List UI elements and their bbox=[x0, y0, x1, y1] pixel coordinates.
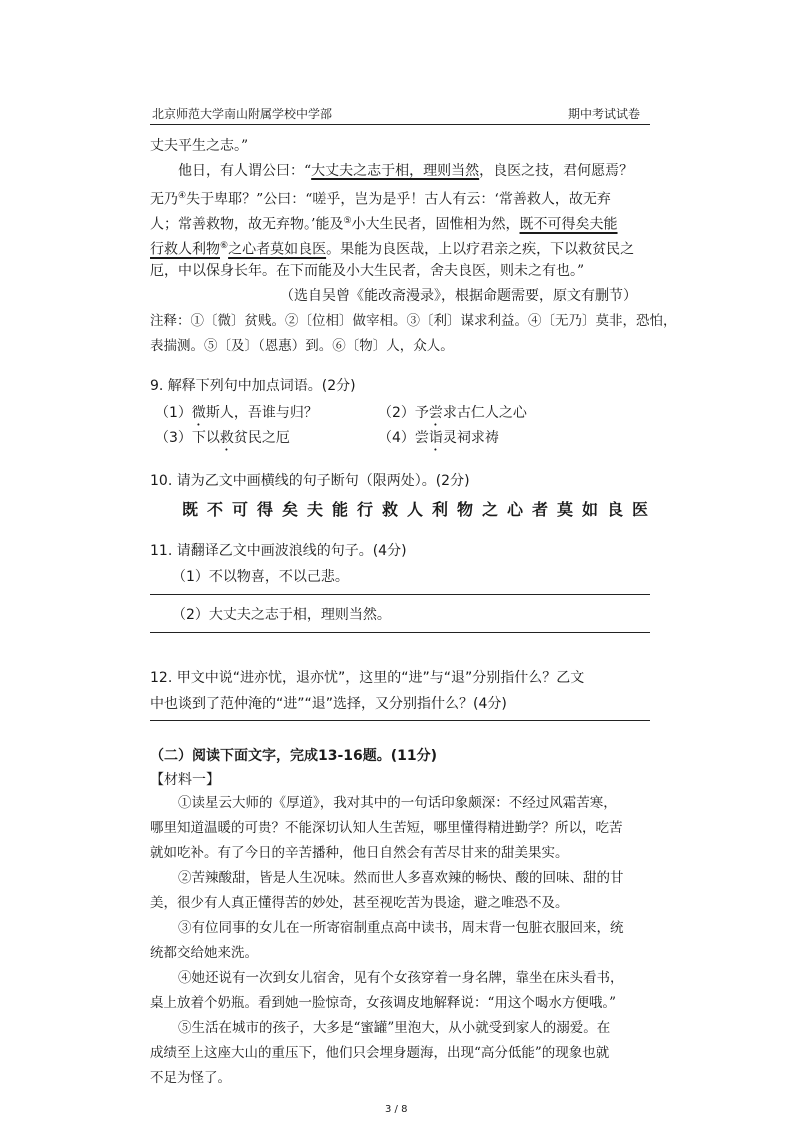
note-marker: ⑤ bbox=[343, 216, 352, 226]
q12-line-1: 12. 甲文中说“进亦忧，退亦忧”，这里的“进”与“退”分别指什么？乙文 bbox=[150, 670, 585, 686]
material-line-3: ②苦辣酸甜，皆是人生况味。然而世人多喜欢辣的畅快、酸的回味、甜的甘 bbox=[178, 870, 624, 886]
passage-text: ，良医之技，君何愿焉？ bbox=[479, 163, 634, 179]
item-number: （3）下以 bbox=[155, 430, 220, 446]
dotted-word: 救 bbox=[219, 430, 234, 446]
header-rule bbox=[150, 124, 650, 125]
section2-title: （二）阅读下面文字，完成13-16题。(11分) bbox=[150, 748, 438, 764]
item-text: 求古仁人之心 bbox=[442, 405, 527, 421]
item-number: （4）尝 bbox=[378, 430, 429, 446]
material-line-6: 统都交给她来洗。 bbox=[150, 945, 258, 961]
material-line-0: ①读星云大师的《厚道》，我对其中的一句话印象颇深：不经过风霜苦寒， bbox=[178, 795, 617, 811]
passage-text: 失于卑耶？”公曰：“嗟乎，岂为是乎！古人有云：‘常善救人，故无弃 bbox=[186, 191, 611, 208]
material-line-4: 美，很少有人真正懂得苦的妙处，甚至视吃苦为畏途，避之唯恐不及。 bbox=[150, 895, 569, 911]
passage-text: 无乃 bbox=[150, 191, 178, 208]
note-marker: ⑥ bbox=[220, 241, 229, 251]
material-line-11: 不足为怪了。 bbox=[150, 1070, 231, 1086]
underlined-sentence-part1: 既不可得矣夫能 bbox=[519, 216, 618, 233]
q11-title: 11. 请翻译乙文中画波浪线的句子。(4分) bbox=[150, 543, 407, 559]
passage-line-0: 丈夫平生之志。” bbox=[150, 138, 249, 154]
q9-item-2 bbox=[378, 402, 527, 429]
passage-text: 小大生民者，固惟相为然， bbox=[351, 216, 520, 233]
q12-line-2: 中也谈到了范仲淹的“进”“退”选择，又分别指什么？(4分) bbox=[150, 696, 507, 712]
item-text: 贫民之厄 bbox=[233, 430, 290, 446]
passage-text: 他日，有人谓公曰：“ bbox=[178, 163, 312, 179]
q9-item-1 bbox=[155, 402, 318, 429]
q9-item-4 bbox=[378, 427, 499, 454]
material-line-2: 就如吃补。有了今日的辛苦播种，他日自然会有苦尽甘来的甜美果实。 bbox=[150, 845, 569, 861]
item-text: 灵祠求祷 bbox=[442, 430, 499, 446]
q9-item-3 bbox=[155, 427, 290, 454]
material-line-5: ③有位同事的女儿在一所寄宿制重点高中读书，周末背一包脏衣服回来，统 bbox=[178, 920, 624, 936]
answer-line[interactable] bbox=[150, 594, 650, 595]
dotted-word: 尝 bbox=[428, 405, 443, 421]
answer-line[interactable] bbox=[150, 632, 650, 633]
answer-line[interactable] bbox=[150, 720, 650, 721]
page-number: 3 / 8 bbox=[385, 1104, 408, 1115]
item-number: （1） bbox=[155, 405, 192, 421]
wavy-sentence-1: 大丈夫之志于相，理则当然 bbox=[311, 163, 480, 179]
notes-line-2: 表揣测。⑤〔及〕（恩惠）到。⑥〔物〕人，众人。 bbox=[150, 338, 454, 354]
dotted-word: 微 bbox=[191, 405, 206, 421]
item-number: （2）予 bbox=[378, 405, 429, 421]
q10-sentence: 既不可得矣夫能行救人利物之心者莫如良医 bbox=[182, 500, 658, 519]
passage-text: 。果能为良医哉，上以疗君亲之疾，下以救贫民之 bbox=[326, 241, 635, 258]
material-line-1: 哪里知道温暖的可贵？不能深切认知人生苦短，哪里懂得精进勤学？所以，吃苦 bbox=[150, 820, 623, 836]
passage-text: 人；常善救物，故无弃物。’能及 bbox=[150, 216, 344, 233]
material-line-10: 成绩至上这座大山的重压下，他们只会埋身题海，出现“高分低能”的现象也就 bbox=[150, 1045, 610, 1061]
notes-line-1: 注释：①〔微〕贫贱。②〔位相〕做宰相。③〔利〕谋求利益。④〔无乃〕莫非，恐怕， bbox=[150, 313, 677, 329]
q11-sentence-1: （1）不以物喜，不以己悲。 bbox=[172, 569, 349, 585]
underlined-sentence-part3: 之心者莫如良医 bbox=[228, 241, 327, 258]
passage-line-1 bbox=[178, 159, 633, 184]
note-marker: ④ bbox=[178, 191, 187, 201]
material-label: 【材料一】 bbox=[150, 772, 220, 788]
material-line-8: 桌上放着个奶瓶。看到她一脸惊奇，女孩调皮地解释说：“用这个喝水方便哦。” bbox=[150, 995, 617, 1011]
material-line-7: ④她还说有一次到女儿宿舍，见有个女孩穿着一身名牌，靠坐在床头看书， bbox=[178, 970, 624, 986]
q9-title: 9. 解释下列句中加点词语。(2分) bbox=[150, 378, 356, 394]
material-line-9: ⑤生活在城市的孩子，大多是“蜜罐”里泡大，从小就受到家人的溺爱。在 bbox=[178, 1020, 611, 1036]
passage-line-5: 厄，中以保身长年。在下而能及小大生民者，舍夫良医，则未之有也。” bbox=[150, 263, 585, 279]
underlined-sentence-part2: 行救人利物 bbox=[150, 241, 220, 258]
dotted-word: 诣 bbox=[428, 430, 443, 446]
passage-source: （选自吴曾《能改斋漫录》，根据命题需要，原文有删节） bbox=[280, 288, 637, 304]
item-text: 斯人，吾谁与归？ bbox=[205, 405, 318, 421]
school-name: 北京师范大学南山附属学校中学部 bbox=[152, 107, 333, 121]
q10-title: 10. 请为乙文中画横线的句子断句（限两处）。(2分) bbox=[150, 473, 470, 489]
q11-sentence-2: （2）大丈夫之志于相，理则当然。 bbox=[172, 607, 391, 623]
exam-title: 期中考试试卷 bbox=[568, 107, 641, 121]
